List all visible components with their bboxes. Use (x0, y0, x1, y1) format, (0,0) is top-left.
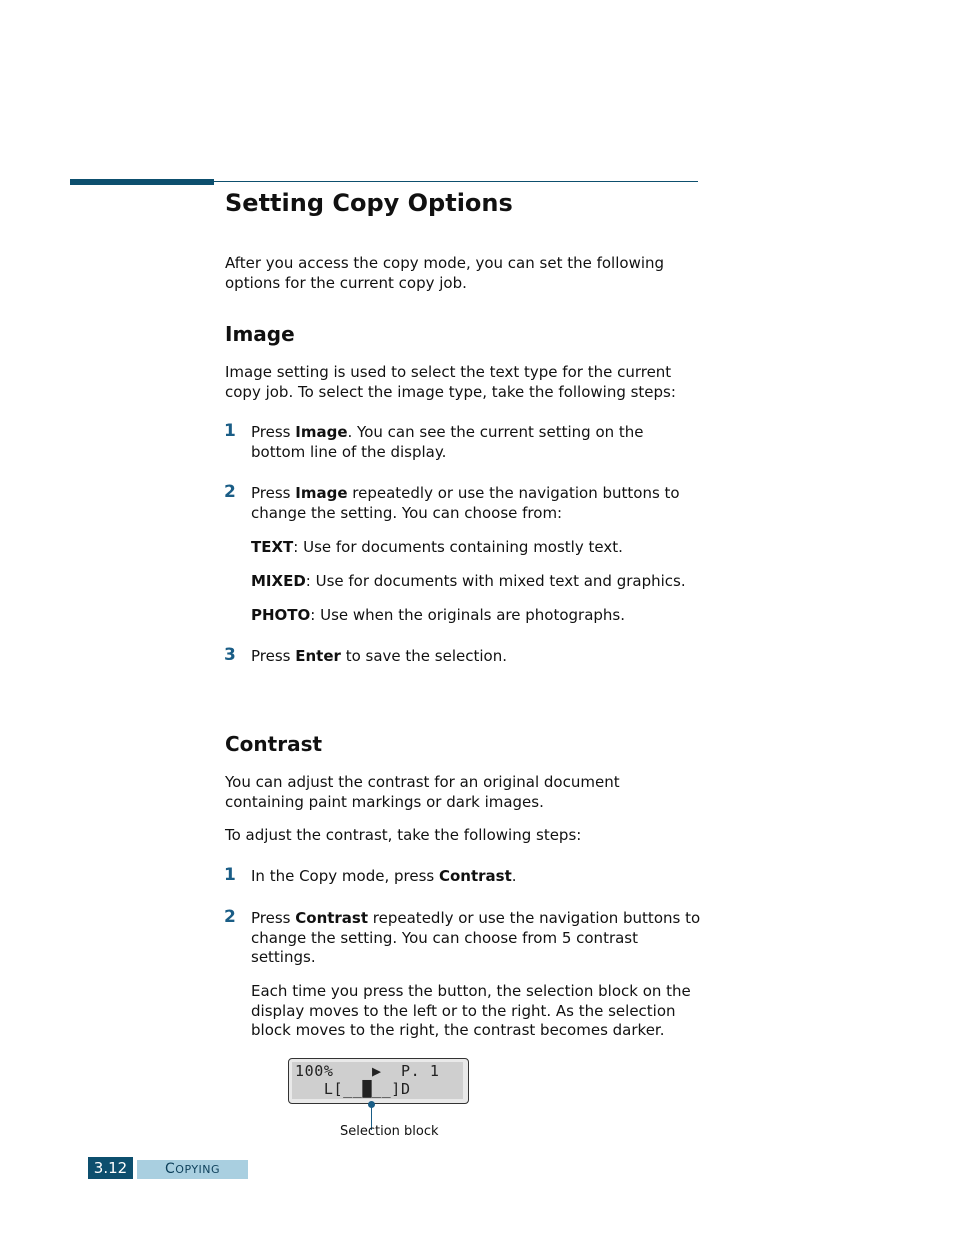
lcd-line-1: 100% ▶ P. 1 (295, 1062, 440, 1080)
page-title: Setting Copy Options (225, 189, 513, 217)
lcd-line-2: L[__█__]D (295, 1080, 411, 1098)
image-step1-number: 1 (224, 421, 236, 441)
lcd-display (288, 1058, 469, 1104)
image-step3-text: Press Enter to save the selection. (251, 647, 507, 665)
contrast-steps-intro: To adjust the contrast, take the following steps: (225, 826, 582, 844)
callout-dot (368, 1101, 375, 1108)
contrast-step2-number: 2 (224, 907, 236, 927)
contrast-note: Each time you press the button, the selection block on the display moves to the left or to the right. As the selection block moves to the right, the contrast becomes darker. (251, 982, 691, 1039)
option-photo: PHOTO: Use when the originals are photographs. (251, 606, 626, 624)
image-step2-number: 2 (224, 482, 236, 502)
option-text: TEXT: Use for documents containing mostly text. (251, 538, 623, 556)
image-step3-number: 3 (224, 645, 236, 665)
page-number: 3.12 (88, 1157, 133, 1179)
contrast-intro: You can adjust the contrast for an original document containing paint markings or dark images. (225, 773, 620, 811)
contrast-step2-text: Press Contrast repeatedly or use the navigation buttons to change the setting. You can choose from 5 contrast settings. (251, 909, 701, 966)
contrast-heading: Contrast (225, 732, 323, 756)
image-intro: Image setting is used to select the text type for the current copy job. To select the image type, take the following steps: (225, 363, 676, 401)
lcd-screen (292, 1062, 463, 1099)
option-mixed: MIXED: Use for documents with mixed text and graphics. (251, 572, 686, 590)
section-label: COPYING (137, 1160, 248, 1179)
header-rule-thin (214, 181, 698, 182)
image-step1-text: Press Image. You can see the current setting on the bottom line of the display. (251, 423, 644, 461)
selection-block-caption: Selection block (340, 1124, 439, 1139)
header-rule-thick (70, 179, 214, 185)
image-step2-text: Press Image repeatedly or use the navigation buttons to change the setting. You can choose from: (251, 484, 680, 522)
contrast-step1-number: 1 (224, 865, 236, 885)
contrast-step1-text: In the Copy mode, press Contrast. (251, 867, 517, 885)
intro-paragraph: After you access the copy mode, you can set the following options for the current copy job. (225, 254, 665, 292)
image-heading: Image (225, 322, 295, 346)
